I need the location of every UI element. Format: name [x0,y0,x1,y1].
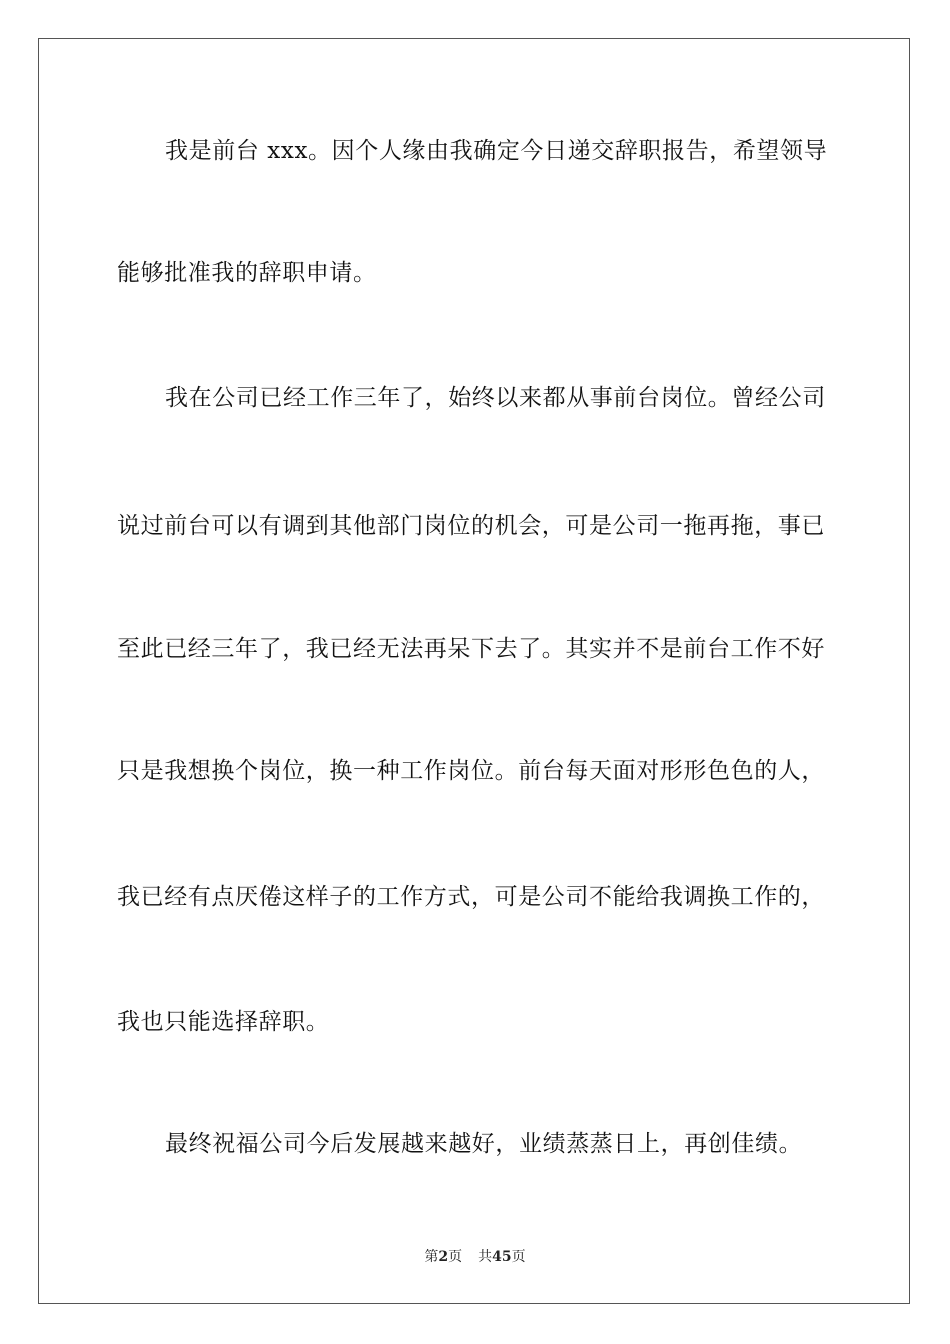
paragraph-line: 能够批准我的辞职申请。 [117,260,377,286]
paragraph-line: 我已经有点厌倦这样子的工作方式，可是公司不能给我调换工作的， [117,884,825,910]
current-page-number: 2 [438,1249,449,1265]
paragraph-line: 我在公司已经工作三年了，始终以来都从事前台岗位。曾经公司 [165,385,826,411]
page-label-prefix: 第 [424,1249,439,1265]
total-page-count: 45 [492,1249,512,1265]
paragraph-line: 说过前台可以有调到其他部门岗位的机会，可是公司一拖再拖，事已 [117,513,825,539]
paragraph-line: 最终祝福公司今后发展越来越好，业绩蒸蒸日上，再创佳绩。 [165,1131,803,1157]
paragraph-line: 我是前台 xxx。因个人缘由我确定今日递交辞职报告，希望领导 [165,138,828,164]
paragraph-line: 我也只能选择辞职。 [117,1009,330,1035]
page-border [38,38,910,1304]
total-label-prefix: 共 [478,1249,493,1265]
paragraph-line: 只是我想换个岗位，换一种工作岗位。前台每天面对形形色色的人， [117,758,825,784]
total-label-suffix: 页 [511,1249,526,1265]
page-footer [0,1246,950,1266]
paragraph-line: 至此已经三年了，我已经无法再呆下去了。其实并不是前台工作不好 [117,636,825,662]
page-label-suffix: 页 [448,1249,463,1265]
